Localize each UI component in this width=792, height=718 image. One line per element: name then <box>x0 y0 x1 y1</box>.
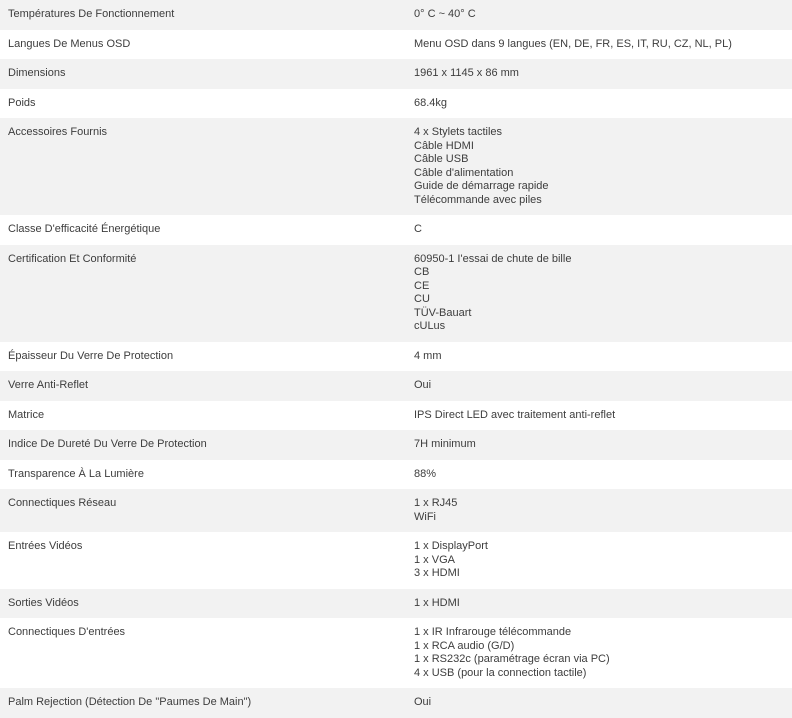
table-row <box>0 0 792 30</box>
spec-label-cell <box>0 618 406 688</box>
spec-value-cell <box>406 401 792 431</box>
spec-value-line: CE <box>414 279 430 292</box>
spec-value-line: WiFi <box>414 510 436 523</box>
spec-value-line: 68.4kg <box>414 96 448 109</box>
spec-value-cell <box>406 688 792 718</box>
spec-label-cell <box>0 401 406 431</box>
spec-value-cell <box>406 0 792 30</box>
spec-label-cell <box>0 489 406 532</box>
spec-value-cell <box>406 89 792 119</box>
spec-value-line: Menu OSD dans 9 langues (EN, DE, FR, ES, IT, RU, CZ, NL, PL) <box>414 37 732 50</box>
spec-label: Connectiques D'entrées <box>8 626 126 638</box>
spec-label: Poids <box>8 96 36 109</box>
spec-value-cell <box>406 618 792 688</box>
spec-label-cell <box>0 589 406 619</box>
spec-value-line: 1 x RJ45 <box>414 497 458 509</box>
spec-value-line: Guide de démarrage rapide <box>414 180 549 192</box>
spec-value-line: 1961 x 1145 x 86 mm <box>414 67 519 79</box>
spec-label: Classe D'efficacité Énergétique <box>8 223 161 235</box>
spec-label: Dimensions <box>8 67 66 79</box>
spec-value-line: 3 x HDMI <box>414 567 460 579</box>
spec-label-cell <box>0 89 406 119</box>
spec-value-line: 60950-1 I'essai de chute de bille <box>414 252 572 265</box>
spec-label: Matrice <box>8 408 45 421</box>
spec-label-cell <box>0 371 406 401</box>
table-row <box>0 89 792 119</box>
spec-value-line: TÜV-Bauart <box>414 306 472 319</box>
table-row <box>0 118 792 215</box>
spec-value-line: 4 mm <box>414 349 442 362</box>
spec-value-line: 7H minimum <box>414 438 476 450</box>
spec-value-line: 0° C ~ 40° C <box>414 8 476 20</box>
spec-value-cell <box>406 460 792 490</box>
table-row <box>0 215 792 245</box>
spec-label: Certification Et Conformité <box>8 252 137 265</box>
table-row <box>0 489 792 532</box>
spec-value-cell <box>406 430 792 460</box>
spec-value-line: 1 x RCA audio (G/D) <box>414 639 515 652</box>
spec-value-line: Oui <box>414 696 432 708</box>
spec-value-line: 4 x USB (pour la connection tactile) <box>414 666 587 679</box>
spec-label-cell <box>0 430 406 460</box>
spec-value-cell <box>406 30 792 60</box>
spec-value-line: Oui <box>414 379 432 391</box>
spec-label: Accessoires Fournis <box>8 126 108 138</box>
table-row <box>0 30 792 60</box>
spec-value-line: IPS Direct LED avec traitement anti-reflet <box>414 408 616 421</box>
spec-value-cell <box>406 245 792 342</box>
spec-label: Connectiques Réseau <box>8 497 117 509</box>
spec-value-cell <box>406 118 792 215</box>
spec-label-cell <box>0 30 406 60</box>
spec-label-cell <box>0 118 406 215</box>
table-row <box>0 59 792 89</box>
spec-value-cell <box>406 489 792 532</box>
spec-label: Sorties Vidéos <box>8 596 79 609</box>
spec-value-line: Câble USB <box>414 153 469 165</box>
spec-label: Verre Anti-Reflet <box>8 379 89 391</box>
table-row <box>0 245 792 342</box>
spec-value-cell <box>406 59 792 89</box>
spec-label: Températures De Fonctionnement <box>8 8 175 20</box>
spec-value-line: Télécommande avec piles <box>414 193 542 206</box>
spec-value-line: 1 x DisplayPort <box>414 540 488 552</box>
spec-label-cell <box>0 460 406 490</box>
table-row <box>0 342 792 372</box>
spec-value-cell <box>406 371 792 401</box>
spec-label-cell <box>0 688 406 718</box>
spec-value-line: 1 x IR Infrarouge télécommande <box>414 626 572 638</box>
spec-value-line: 1 x RS232c (paramétrage écran via PC) <box>414 653 610 665</box>
spec-label-cell <box>0 532 406 589</box>
table-row <box>0 688 792 718</box>
spec-value-line: Câble HDMI <box>414 139 474 152</box>
table-row <box>0 589 792 619</box>
spec-value-line: CU <box>414 293 430 305</box>
spec-value-line: 1 x VGA <box>414 553 455 566</box>
spec-label: Palm Rejection (Détection De "Paumes De Main") <box>8 696 252 708</box>
table-row <box>0 618 792 688</box>
spec-label: Épaisseur Du Verre De Protection <box>8 349 174 362</box>
spec-label-cell <box>0 59 406 89</box>
spec-label: Transparence À La Lumière <box>8 467 144 480</box>
table-row <box>0 401 792 431</box>
spec-label: Langues De Menus OSD <box>8 37 131 50</box>
spec-label: Indice De Dureté Du Verre De Protection <box>8 438 207 450</box>
spec-value-cell <box>406 342 792 372</box>
spec-value-line: 4 x Stylets tactiles <box>414 126 503 138</box>
table-row <box>0 371 792 401</box>
spec-value-line: 88% <box>414 467 437 480</box>
spec-value-cell <box>406 215 792 245</box>
spec-value-cell <box>406 589 792 619</box>
table-row <box>0 460 792 490</box>
spec-value-line: CB <box>414 266 430 278</box>
table-row <box>0 532 792 589</box>
spec-label-cell <box>0 0 406 30</box>
spec-value-line: Câble d'alimentation <box>414 166 514 179</box>
spec-value-cell <box>406 532 792 589</box>
spec-value-line: 1 x HDMI <box>414 596 460 609</box>
spec-value-line: C <box>414 223 422 235</box>
spec-value-line: cULus <box>414 320 446 332</box>
spec-label: Entrées Vidéos <box>8 540 83 552</box>
spec-label-cell <box>0 245 406 342</box>
spec-label-cell <box>0 215 406 245</box>
spec-label-cell <box>0 342 406 372</box>
table-row <box>0 430 792 460</box>
